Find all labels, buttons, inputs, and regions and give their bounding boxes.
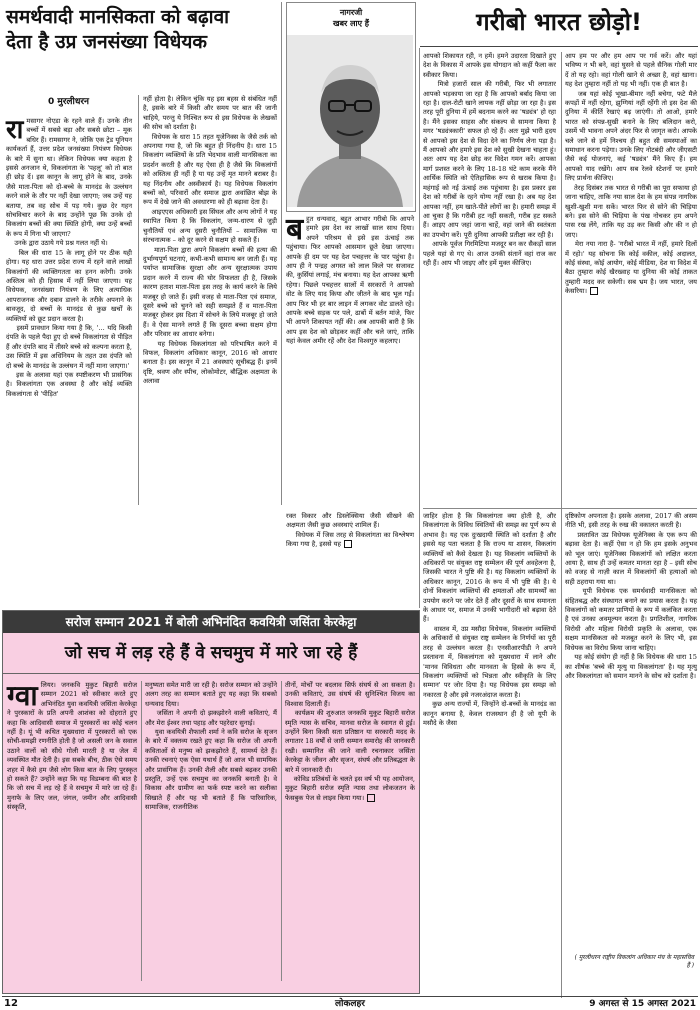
end-mark-icon <box>590 287 598 295</box>
mid-article-col3: दृष्टिकोण अपनाता है। इसके अलावा, 2017 की असम नीति भी, इसी तरह के रुख की वकालत करती है। प्रस्तावित उप्र विधेयक यूजेनिक्स के एक रूप की बढ़ावा देता है। कहीं ऐसा न हो कि हम इसके अनुभव को भूल जाएं। यूजेनिक्स विकलांगों को लक्षित करता आया है, साथ ही उन्हें कमतर मानता रहा है – इसी सोच को वजह से नाज़ी काल में विकलांगों की हत्याओं को सही ठहराया गया था। यूपी विधेयक एक समर्थवादी मानसिकता को संहितबद्ध और संस्थागत बनाने का प्रयास करता है। यह विकलांगों को कमतर प्राणियों के रूप में कलंकित करता है एवं उनका अवमूल्यन करता है। प्रगतिशील, नागरिक विरोधी और महिला विरोधी प्रकृति के अलावा, एक सक्षम मानसिकता को मजबूत करने के लिए भी, इस विधेयक का विरोध किया जाना चाहिए। यह कोई संयोग ही नहीं है कि विधेयक की धारा 15 का शीर्षक 'बच्चे की मृत्यु या विकलांगता' है। यह मृत्यु और विकलांगता को समान मानने के सोच को दर्शाता है। <box>565 512 697 680</box>
page-number: 12 <box>4 998 18 1009</box>
nagarji-article-col <box>286 212 417 505</box>
nagarji-dropcap: ब <box>286 212 304 247</box>
end-mark-icon <box>367 794 375 802</box>
left-headline-line2: देता है उप्र जनसंख्या विधेयक <box>6 31 207 53</box>
saroj-col3 <box>285 681 415 981</box>
saroj-col1-text: लियर। जनकवि मुकुट बिहारी सरोज सम्मान 2021 को स्वीकार करते हुए अभिनंदित युवा कवयित्री जसिंता केरकेट्टा ने पुरस्कारों के प्रति अपनी आशंका को दोहराते हुए कहा कि आदिवासी समाज में पुरस्कारों का कोई चलन नहीं है। यूं भी कथित मुख्यधारा में पुरस्कारों को एक सोची-समझी रणनीति होती है जो असली जन के सवाल उठाने वालों को सीधे गोली मारती है या जेल में व्यवस्थित मौत देती है। इस सबके बीच, ठीक ऐसे समय शहर में कैसे हम जैसे लोग किस बात के लिए पुरस्कृत हो सकते हैं? उन्होंने कहा कि यह विडम्बना की बात है कि जो सच में लड़ रहे हैं वे सचमुच में मारे जा रहे हैं। मुनाफे के लिए जल, जंगल, जमीन और आदिवासी संस्कृति, <box>7 681 140 812</box>
saroj-col3-text: तीनों, मोर्चों पर बदलाव सिर्फ संघर्ष से आ सकता है। उनकी कविताएं, उस संघर्ष की सुनिश्चित विजय का विश्वास दिलाती हैं। कार्यक्रम की शुरुआत जनकवि मुकुट बिहारी सरोज स्मृति न्यास के सचिव, मानवा सरोज के स्वागत से हुई। उन्होंने बिना किसी सता प्रतिष्ठान या सरकारी मदद के लगातार 18 वर्षों से जारी सम्मान समारोह की जानकारी रखी। सम्मानित की जाने वाली रचनाकार जसिंता केरकेट्टा के जीवन और सृजन, संघर्ष और प्रतिबद्धता के बारे में जानकारी दी। कोविड प्रतिबंधों के चलते इस वर्ष भी यह आयोजन, मुकुट बिहारी सरोज स्मृति न्यास तथा लोकजतन के फेसबुक पेज से लाइव किया गया। <box>285 681 415 802</box>
nagarji-photo-box <box>286 2 416 212</box>
photo-label-line2: खबर लाए हैं <box>332 19 370 28</box>
saroj-banner: सरोज सम्मान 2021 में बोली अभिनंदित कवयित्री जसिंता केरकेट्टा <box>3 611 419 633</box>
mid-article-col2: जाहिर होता है कि विकलांगता क्या होती है, और विकलांगता के विविध स्थितियों की समझ का पूर्ण रूप से अभाव है। यह एक दुःखदायी स्थिति को दर्शाता है और इससे यह पता चलता है कि राज्य या शासन, विकलांग व्यक्तियों को कैसे देखता है। यह विकलांग व्यक्तियों के अधिकारों पर संयुक्त राष्ट्र सम्मेलन की पूर्ण अवहेलना है, जिसकी भारत ने पुष्टि की है। यह विकलांग व्यक्तियों के अधिकार कानून, 2016 के रूप में भी पुष्टि की है। ये दोनों विकलांग व्यक्तियों की क्षमताओं और सामर्थ्यों का उपयोग करने पर जोर देते हैं और दूसरों के साथ समानता के आधार पर, समाज में उनकी भागीदारी को बढ़ावा देते हैं। वास्तव में, उप्र मसौदा विधेयक, विकलांग व्यक्तियों के अधिकारों से संयुक्त राष्ट्र सम्मेलन के निर्णयों का पूरी तरह से उल्लंघन करता है। एनसीआरपीडी ने अपने प्रस्तावना में, विकलांगता को मुख्यधारा में लाने और 'मानव विविधता और मानवता के हिस्से के रूप में, विकलांग व्यक्तियों को भिन्नता और स्वीकृति के लिए सम्मान' पर जोर दिया है। यह विधेयक इस समझ को नकारता है और इसे नजरअंदाज करता है। कुछ अन्य राज्यों में, जिन्होंने दो-बच्चों के मानदंड का कानून बनाया है, केवल राजस्थान ही है जो यूपी के मसौदे के जैसा <box>423 512 557 727</box>
saroj-box <box>2 610 420 994</box>
left-dropcap: रा <box>6 115 24 145</box>
left-headline <box>6 5 278 55</box>
mid-footnote: ( मुरलीधरन राष्ट्रीय विकलांग अधिकार मंच के महासचिव हैं ) <box>574 954 694 969</box>
left-byline: 0 मुरलीधरन <box>47 97 90 107</box>
author-portrait <box>287 35 413 207</box>
left-col1-text: मसागर नोएडा के रहने वाले हैं। उनके तीन बच्चों में सबसे बड़ा और सबसे छोटा – मूक बधिर हैं। रामसागर ने, जोकि एक ट्रेड यूनियन कार्यकर्ता हैं, उत्तर प्रदेश जनसंख्या नियंत्रण विधेयक के बारे में सुना था। लेकिन विधेयक क्या कहता है इससे अनजान थे, विकलांगता के 'पहलू' को तो बात ही छोड़ दें। इस कानून के लागू होने के बाद, उनके जैसे माता-पिता को दो-बच्चे के मानदंड के उल्लंघन करने वाले के तौर पर नहीं देखा जाएगा; जब उन्हें यह बताया, तब वह सोच में पड़ गये। कुछ देर गहन सोचविचार करने के बाद उन्होंने पूछ कि उनके दो विकलांग बच्चों की क्या स्थिति होगी, क्या उन्हें बच्चों के रूप में गिना भी जाएगा? उनके द्वारा उठाये गये प्रश्न गलत नहीं थे। बिल की धारा 15 के लागू होने पर ठीक यही होगा। यह धारा उत्तर प्रदेश राज्य में रहने वाले लाखों विकलांगों की व्यक्तिगतता का हनन करेगी। उनके अस्तित्व को ही हिसाब में नहीं लिया जाएगा। यह विधेयक, जनसंख्या नियंत्रण के लिए अत्याधिक आपराजनक और दबाव डालने के तरीके अपनाने के बावजूद, दो बच्चों के मानदंड से कुछ खर्चों के व्यक्तियों को छूट प्रदान करता है। इसमें प्रावधान किया गया है कि, '... यदि किसी दंपति के पहले पैदा हुए दो बच्चे विकलांगता से पीड़ित हैं और दंपति बाद में तीसरे बच्चे को कल्पना करता है, उस स्थिति में इस अधिनियम के तहत उस दंपति को दो बच्चे के मानदंड के उल्लंघन में नहीं माना जाएगा।' इस के अलावा यहां एक स्पष्टीकरण भी प्रासंगिक है। विकलांगता एक अवस्था है और कोई व्यक्ति विकलांगता से 'पीड़ित' <box>6 117 133 398</box>
saroj-col2: मनुष्यता समेत मारी जा रही है। सरोज सम्मान को उन्होंने अलग तरह का सम्मान बताते हुए यह कहा कि सबको धन्यवाद दिया। जसिंता ने अपनी दो झकझोरने वाली कविताएं, मैं और मेरा ईश्वर तथा पहाड़ और पहरेदार सुनाई। युवा कवयित्री शैफाली शर्मा ने कवि सरोज के सृजन के बारे में वक्तव्य रखते हुए कहा कि सरोज जी अपनी कविताओं से मनुष्य को झकझोरते हैं, सामर्थ्य देते हैं। उनकी रचनाएं एक ऐसा यथार्थ हैं जो आज भी सामयिक और प्रासंगिक हैं। उनकी शैली और सबसे बढ़कर उनकी प्रस्तुति, उन्हें एक सचमुच का जनकवि बनाती है। वे विकास और ग्रामीण का फर्क स्पष्ट करने का सलीका सिखाते हैं और यह भी बताते हैं कि पारिवारिक, सामाजिक, राजनीतिक <box>145 681 277 812</box>
garibo-headline: गरीबो भारत छोड़ो! <box>476 8 642 36</box>
saroj-headline: जो सच में लड़ रहे हैं वे सचमुच में मारे जा रहे हैं <box>3 633 419 674</box>
nagarji-col-text: हुत धन्यवाद, बहुत आभार गरीबो कि आपने हमारे इस देश का लाखों साल साथ दिया। अपने परिश्रम से इसे इस ऊंचाई तक पहुंचाया। फिर आपको आसमान छूते देखा जाएगा। आपके ही दम पर यह देश पचहत्तर के पार पहुंचा है। आप ही ने पन्द्रह अगस्त को लाल किले पर सजावट की, कुर्सियां लगाई, मंच बनाया। यह देश आपका ऋणी रहेगा। पिछले पचहत्तर सालों में सरकारों ने आपको वोट के लिए याद किया और जीतने के बाद भूल गईं। आप फिर भी हर बार लाइन में लगकर वोट डालते रहे। आपके बच्चे सड़क पर पले, ढाबों में बर्तन मांजे, फिर भी आपने शिकायत नहीं की। अब आपकी बारी है कि आप इस देश को छोड़कर कहीं और चले जाएं, ताकि यहां केवल अमीर रहें और देश विश्वगुरु कहलाए। <box>286 215 417 346</box>
garibo-col2-text: आप हम पर और हम आप पर गर्व करें। और यहां भविष्य न भी बने, वहां घुसने से पहले सैनिक गोली मार दें तो यह रहो। वहां गोली खाने से अच्छा है, वहां खाना। यह देश तुम्हारा नहीं तो यह भी नहीं। एक ही बात है। जब यहां कोई भूखा-बीमार नहीं बचेगा, फटे मैले कपड़ों में नहीं रहेगा, झुग्गियां नहीं रहेंगी तो इस देश की दुनिया में कीर्ति रेखाएं बढ़ जाएंगी। तो आओ, हमारे भारत को संपन्न-सुखी बनाने के लिए बलिदान करो, उसमें भी भावना अपने अंदर फिर से जागृत करो। आपके चले जाने से हमें निश्चय ही बहुत सी समस्याओं का समाधान करना पड़ेगा। उनके लिए नोटबंदी और जीएसटी जैसे कई योजनाएं, कई 'षड्यंत्र' मैंने किए हैं। हम आपको याद रखेंगे। आप सब रेलवे स्टेशनों पर हमारे लिए प्रार्थना कीजिए। तेरह दिसंबर तक भारत से गरीबी का पूरा सफाया हो जाना चाहिए, ताकि नया साल देश के हम संपन्न नागरिक खुशी-खुशी मना सकें। भारत फिर से सोने की चिड़िया बने। इस सोने की चिड़िया के पंख नोचकर हम अपने पास रख लेंगे, ताकि यह उड़ कर किसी और की न हो जाए। मेरा नया नारा है- 'गरीबो भारत में नहीं, हमारे दिलों में रहो।' यह सोचना कि कोई वकील, कोई अदालत, कोई संस्था, कोई आयोग, कोई मीडिया, देश या विदेश में बैठा तुम्हारा कोई खैरख्वाह या दुनिया की कोई ताकत तुम्हारी मदद कर सकेगी। सब भ्रम है। जय भारत, जय केसरिया। <box>565 52 698 296</box>
left-headline-line1: समर्थवादी मानसिकता को बढ़ावा <box>6 6 230 28</box>
end-mark-icon <box>344 540 352 548</box>
issue-date: 9 अगस्त से 15 अगस्त 2021 <box>589 999 696 1009</box>
saroj-dropcap: ग्वा <box>7 679 38 712</box>
paper-name: लोकलहर <box>335 999 365 1009</box>
garibo-col1: आपको शिकायत रही, न हमें। हमने उदारता दिखाते हुए देश के विकास में आपके इस योगदान को कहीं फैला कर स्वीकार किया। मित्रो हजारों साल की गरीबी, फिर भी लगातार आपको भड़काया जा रहा है कि आपको बर्बाद किया जा रहा है। दाल-रोटी खाने लायक नहीं छोड़ा जा रहा है। इस तरह पूरी दुनिया में हमें बदनाम करने का 'षड्यंत्र' हो रहा है। मैंने इसका साहस और संकल्प से सामना किया है मगर 'षड्यंत्रकारी' सफल हो रहे हैं। अतः मुझे भारी हृदय से आपको इस देश से विदा देने का निर्णय लेना पड़ा है। मैं आपको और हमारे इस देश को सुखी देखना चाहता हूं। अतः आप यह देश छोड़ कर विदेश गमन करें। आपका मार्ग प्रशस्त करने के लिए 18-18 घंटे काम करके मैंने आर्थिक स्थिति को ऐतिहासिक रूप से खराब किया है। महंगाई को नई ऊंचाई तक पहुंचाया है। इस प्रकार इस देश को गरीबों के रहने योग्य नहीं रखा है। अब यह देश आपका नहीं, हम खाते-पीते लोगों का है। हमारी समझ में आ चुका है कि गरीबी हट नहीं सकती, गरीब हट सकते हैं। आइए आप जहां जाना चाहें, वहां जाने की स्वतंत्रता का उपभोग करें। पूरी दुनिया आपकी प्रतीक्षा कर रही है। आपके पूर्वज गिरमिटिया मजदूर बन कर सैकड़ों साल पहले यहां से गए थे। आज उनकी संतानें वहां राज कर रही हैं। आप भी जाइए और हमें मुक्त कीजिए। <box>423 52 556 267</box>
garibo-col2 <box>565 52 697 506</box>
mid-article-col1 <box>286 512 414 608</box>
left-article-col2: नहीं होता है। लेकिन चूंकि यह इस बहस से संबंधित नहीं है, इसके बारे में किसी और समय पर बात की जानी चाहिये, परन्तु ये निश्चित रूप से इस विधेयक के लेखकों की सोच को दर्शाता है। विधेयक के धारा 15 तहत यूजेनिक्स के जैसे तर्क को अपनाया गया है, जो कि बहुत ही निंदनीय है। धारा 15 विकलांग व्यक्तियों के प्रति भेदभाव वाली मानसिकता का प्रदर्शन करती है और यह ऐसा ही है जैसे कि विकलांगों को अस्तित्व ही नहीं है या यह उन्हें मृत मानने बराबर है। यह निंदनीय और अस्वीकार्य है। यह विधेयक विकलांग बच्चों को, परिवारों और समाज द्वारा अवांछित बोझ के रूप में देखे जाने की अवधारणा को ही बढ़ावा देता है। आइएएस अधिकारी इस सिंघल और अन्य लोगों ने यह स्थापित किया है कि विकलांग, जन्म-धारण से जुड़ी चुनौतियों एवं अन्य दूसरी चुनौतियों – सामाजिक या संरचनात्मक – को दूर करने से सक्षम हो सकते हैं। माता-पिता द्वारा अपने विकलांग बच्चों की हत्या की दुर्भाग्यपूर्ण घटनाएं, कभी-कभी सामान्य बन जाती हैं। यह पर्याप्त सामाजिक सुरक्षा और अन्य सुरक्षात्मक उपाय प्रदान करने में राज्य की घोर विफलता ही है, जिसके कारण हताश माता-पिता इस तरह के कार्य करने के लिये मजबूर हो जाते हैं। इसी वजह से माता-पिता एवं समाज, दूसरे बच्चे को चुनने को सही समझते हैं व माता-पिता मजबूर होकर इस दिशा में सोचने के लिये मजबूर हो जाते हैं। वे ऐसा मानने लगते हैं कि दूसरा बच्चा सक्षम होगा और परिवार का आधार बनेगा। यह विधेयक विकलांगता को परिभाषित करने में विफल, विकलांग अधिकार कानून, 2016 को आधार बनाता है। इस कानून में 21 अवस्थाएं सूचीबद्ध हैं। इनमें दृष्टि, श्रवण और स्पीच, लोकोमोटर, बौद्धिक अक्षमता के अलावा <box>143 95 278 386</box>
left-article-col1 <box>6 117 132 503</box>
saroj-col1 <box>7 679 140 981</box>
mid-col1-text: रक्त विकार और डिस्लेक्सिया जैसी सीखने की अक्षमता जैसी कुछ अवस्थाएं शामिल हैं। विधेयक में जिस तरह से विकलांगता का विश्लेषण किया गया है, इससे यह <box>286 512 415 549</box>
photo-label-line1: नागरजी <box>339 8 363 17</box>
